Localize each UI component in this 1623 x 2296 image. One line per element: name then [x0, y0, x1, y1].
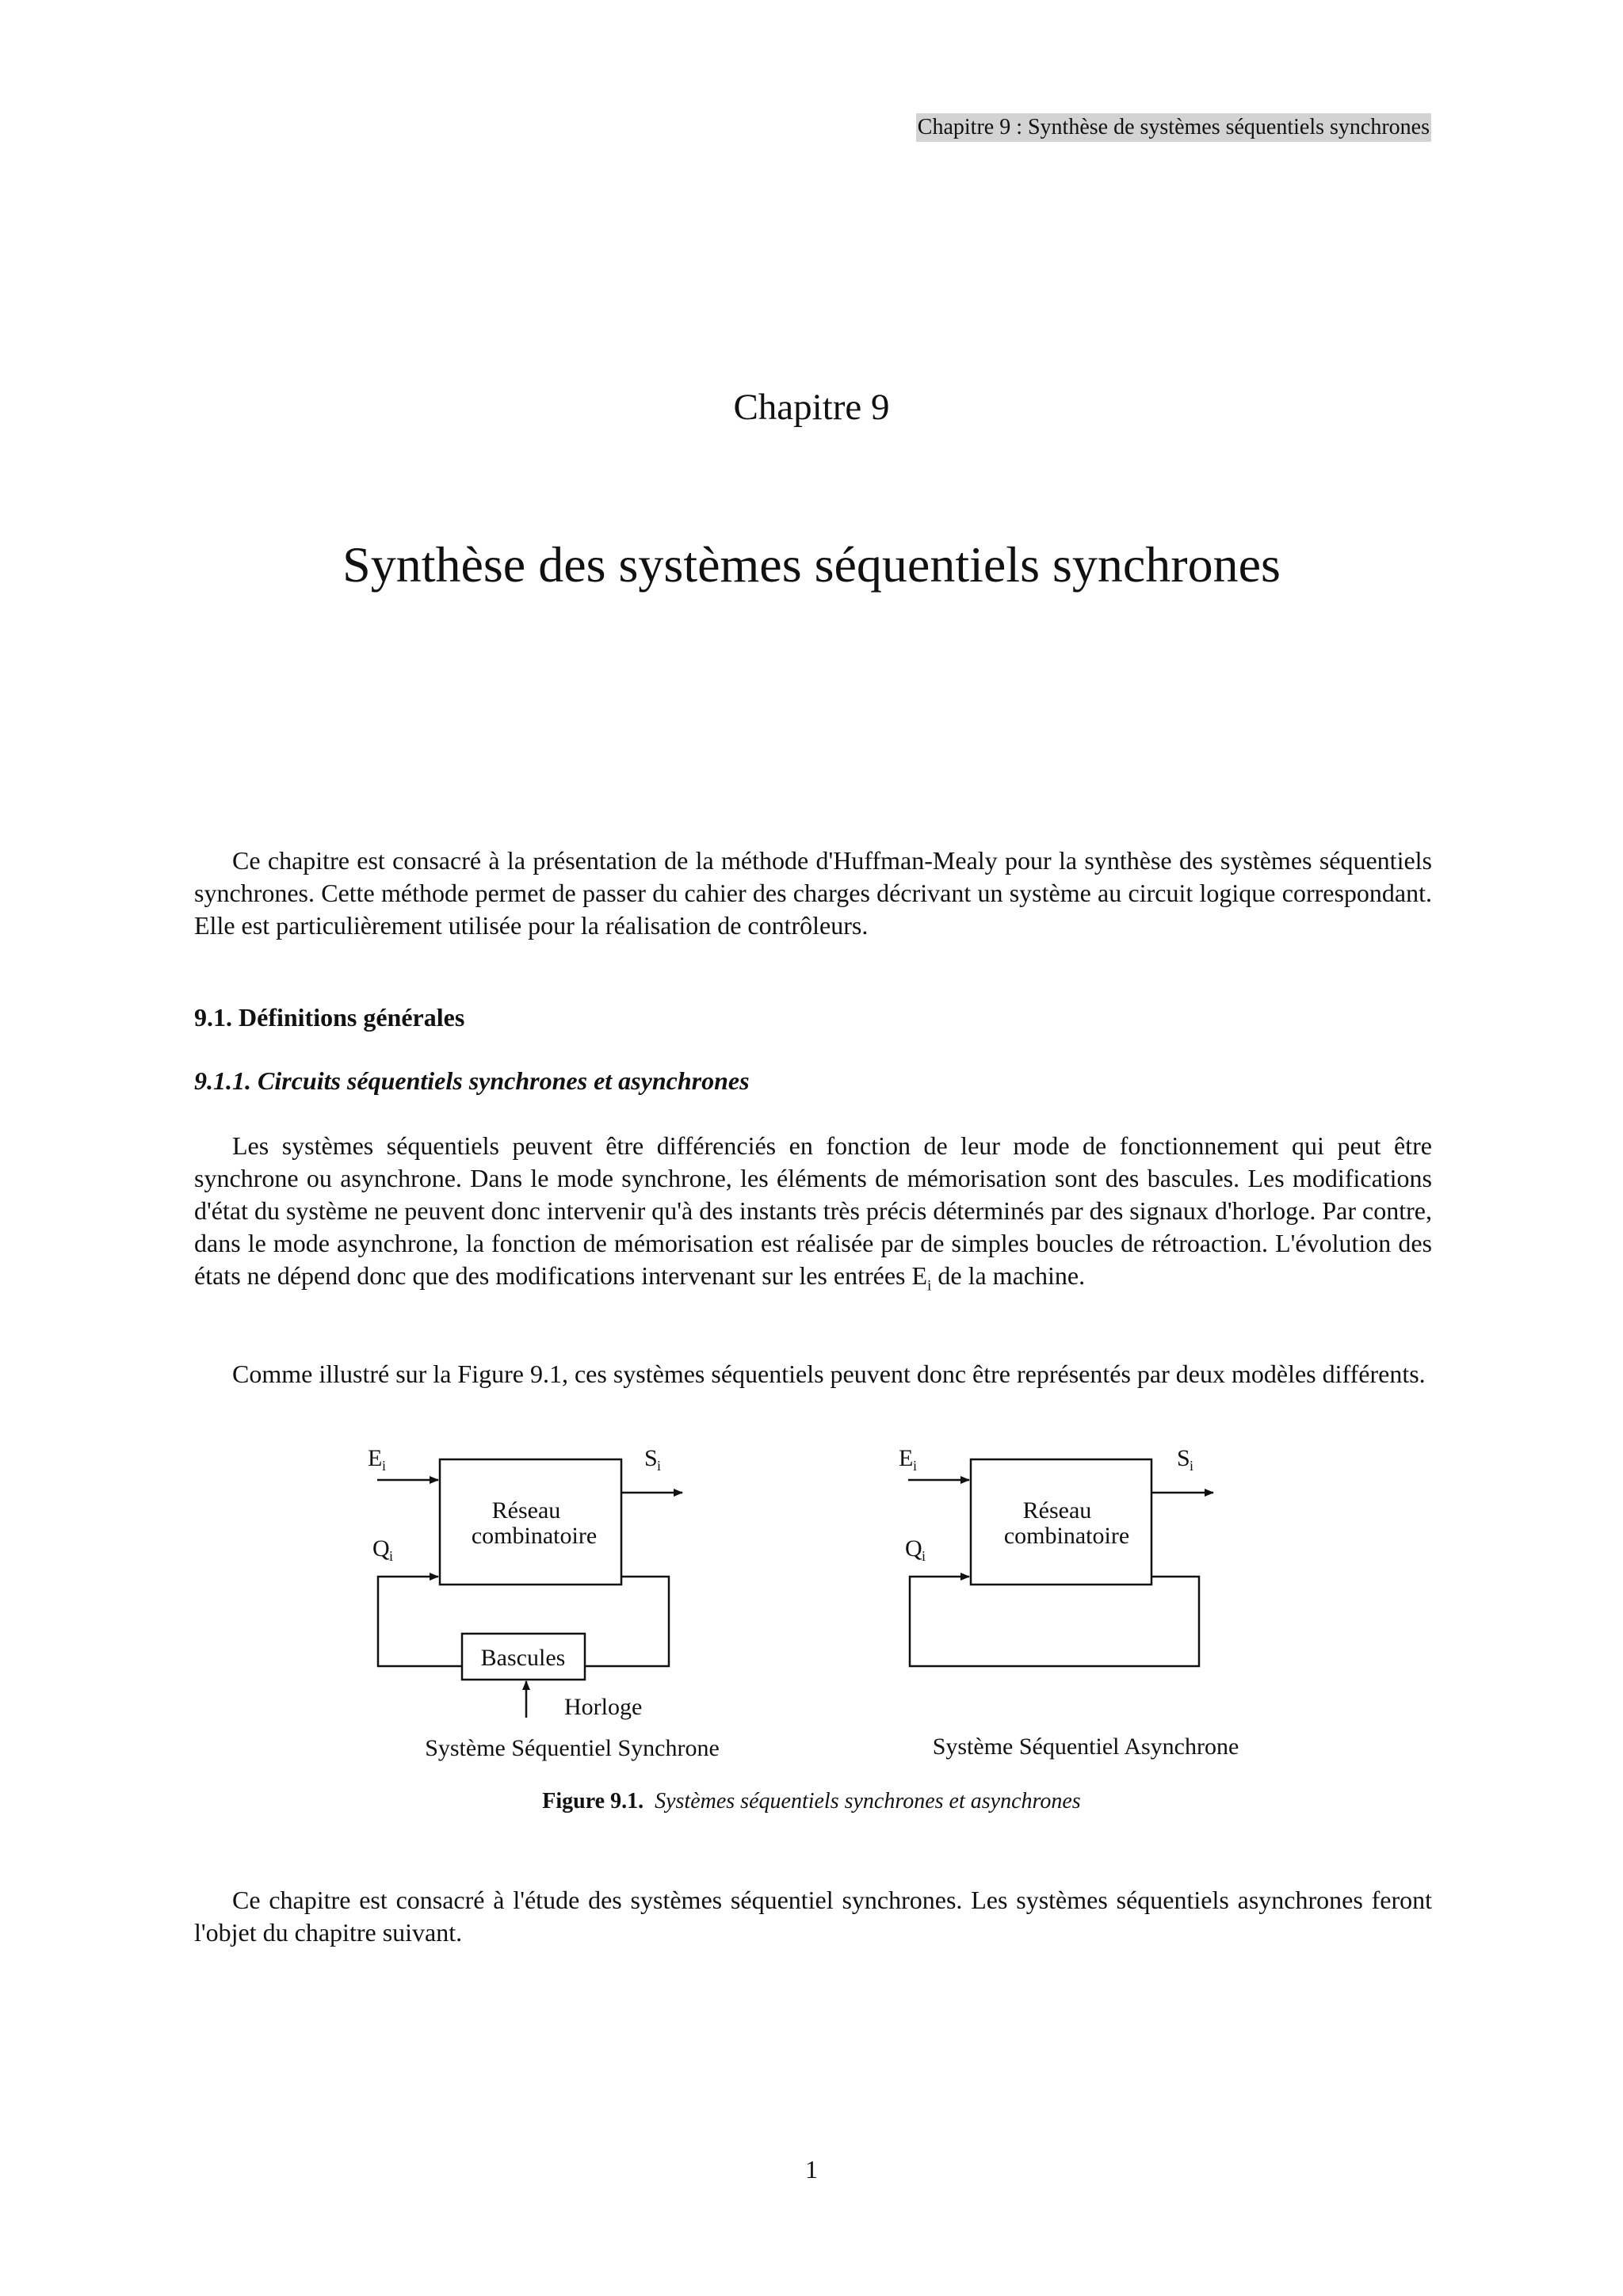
subscript-i: i [927, 1277, 932, 1295]
sync-input-label: E [368, 1445, 383, 1471]
subsection-heading: 9.1.1. Circuits séquentiels synchrones et asynchrones [194, 1066, 750, 1095]
async-input-index: i [913, 1458, 918, 1474]
intro-paragraph [194, 845, 1432, 942]
flipflops-label: Bascules [480, 1645, 566, 1671]
paragraph-modes-end: de la machine. [931, 1261, 1086, 1290]
async-feedback-loop [910, 1577, 1199, 1666]
figure-9-1 [0, 1442, 1623, 1775]
sync-feedback-in [378, 1577, 462, 1666]
intro-text: Ce chapitre est consacré à la présentation de la méthode d'Huffman-Mealy pour la synthèse des systèmes séquentiels synchrones. Cette méthode permet de passer du cahier des charges décrivant un système au circuit logique correspondant. Elle est particulièrement utilisée pour la réalisation de contrôleurs. [194, 846, 1432, 940]
sync-feedback-out [585, 1577, 669, 1666]
sync-state-index: i [389, 1548, 394, 1564]
async-system-title: Système Séquentiel Asynchrone [932, 1733, 1239, 1760]
async-block-line1: Réseau [1022, 1497, 1092, 1524]
paragraph-figure-intro [194, 1358, 1432, 1390]
async-output-index: i [1190, 1458, 1194, 1474]
paragraph-figure-intro-text: Comme illustré sur la Figure 9.1, ces systèmes séquentiels peuvent donc être représentés par deux modèles différents. [232, 1360, 1426, 1388]
chapter-label: Chapitre 9 [733, 387, 890, 428]
page-number: 1 [805, 2155, 818, 2183]
async-input-label: E [899, 1445, 914, 1471]
chapter-title: Synthèse des systèmes séquentiels synchrones [342, 536, 1281, 593]
sync-input-index: i [382, 1458, 387, 1474]
paragraph-modes-text: Les systèmes séquentiels peuvent être différenciés en fonction de leur mode de fonctionnement qui peut être synchrone ou asynchrone. Dans le mode synchrone, les éléments de mémorisation sont des bascules. Les modifications d'état du système ne peuvent donc intervenir qu'à des instants très précis déterminés par des signaux d'horloge. Par contre, dans le mode asynchrone, la fonction de mémorisation est réalisée par de simples boucles de rétroaction. L'évolution des états ne dépend donc que des modifications intervenant sur les entrées E [194, 1131, 1432, 1290]
async-state-label: Q [905, 1535, 922, 1562]
figure-caption-number: Figure 9.1. [542, 1789, 644, 1814]
sync-system-diagram [368, 1445, 720, 1761]
sync-system-title: Système Séquentiel Synchrone [425, 1735, 720, 1761]
figure-caption-text: Systèmes séquentiels synchrones et asynchrones [655, 1789, 1081, 1814]
sync-state-label: Q [372, 1535, 390, 1562]
clock-label: Horloge [564, 1694, 643, 1720]
figure-diagram [0, 1442, 1623, 1775]
async-block-line2: combinatoire [1003, 1523, 1130, 1549]
sync-block-line1: Réseau [491, 1497, 561, 1524]
sync-block-line2: combinatoire [471, 1523, 598, 1549]
paragraph-closing-text: Ce chapitre est consacré à l'étude des systèmes séquentiel synchrones. Les systèmes séquentiels asynchrones feront l'objet du chapitre suivant. [194, 1886, 1432, 1947]
async-state-index: i [922, 1548, 926, 1564]
sync-output-index: i [657, 1458, 662, 1474]
running-header: Chapitre 9 : Synthèse de systèmes séquentiels synchrones [916, 113, 1431, 142]
sync-output-label: S [644, 1445, 658, 1471]
figure-caption [0, 1789, 1623, 1814]
async-output-label: S [1177, 1445, 1190, 1471]
section-heading: 9.1. Définitions générales [194, 1003, 465, 1032]
async-system-diagram [899, 1445, 1239, 1760]
paragraph-modes [194, 1130, 1432, 1302]
paragraph-closing [194, 1884, 1432, 1949]
